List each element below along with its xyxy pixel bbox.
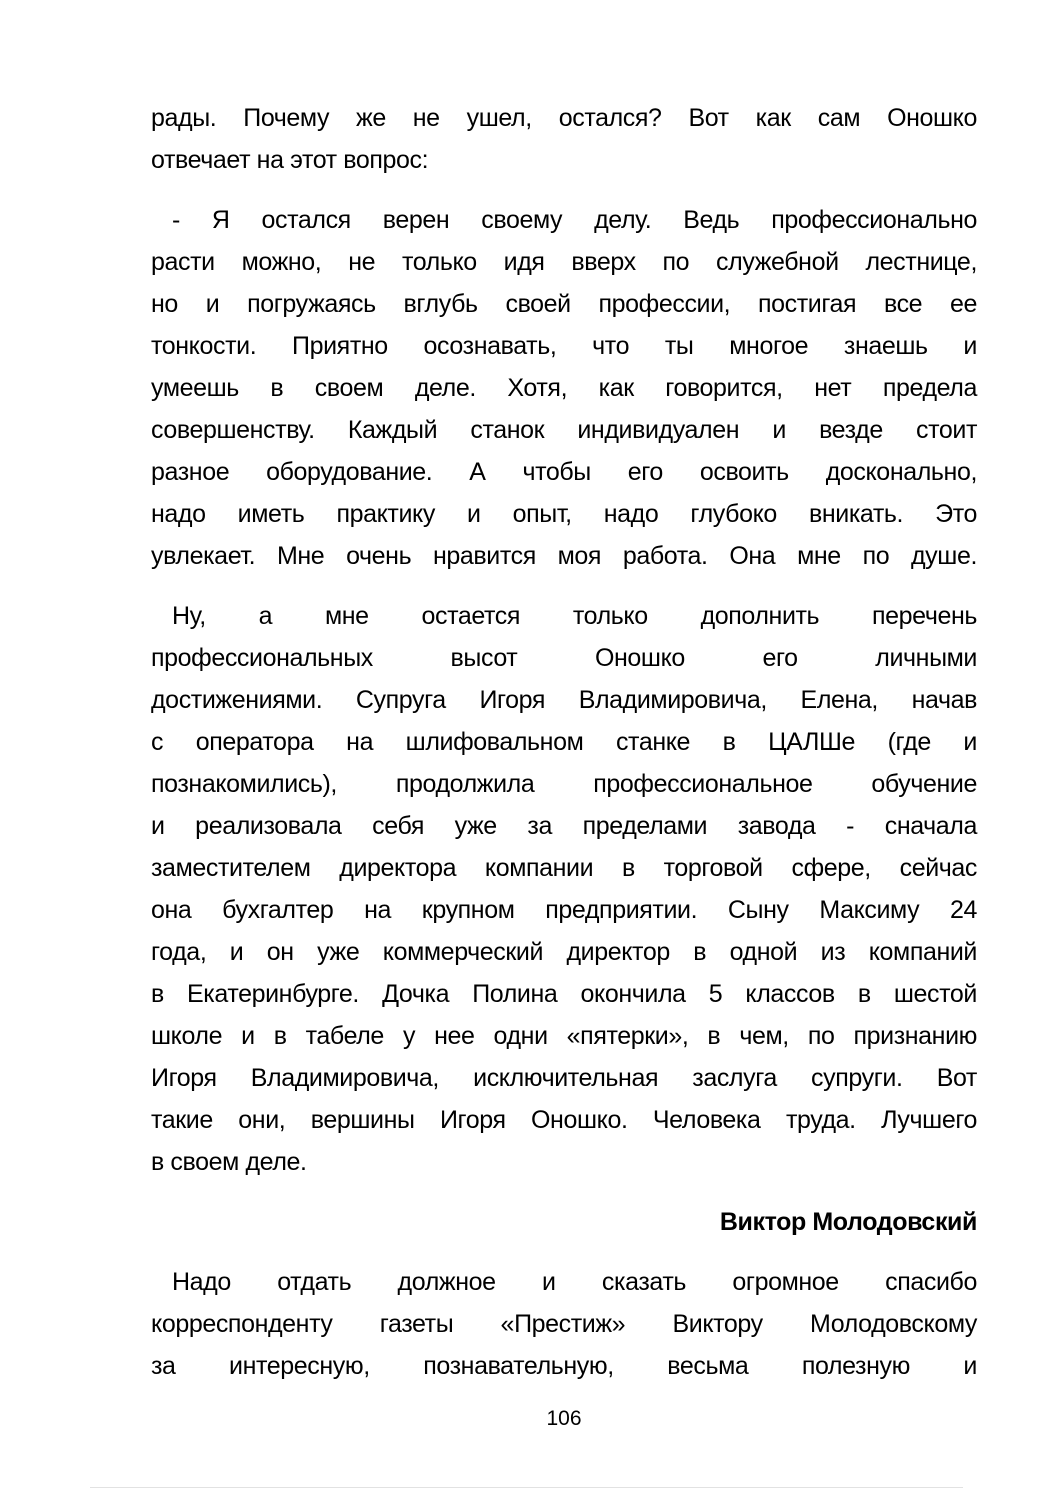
paragraph-closing — [151, 1261, 977, 1387]
author-name: Виктор Молодовский — [719, 1208, 977, 1236]
text-line: надо иметь практику и опыт, надо глубоко вникать. Это — [151, 500, 977, 528]
text-line: заместителем директора компании в торговой сфере, сейчас — [151, 854, 977, 882]
text-line: разное оборудование. А чтобы его освоить досконально, — [151, 458, 977, 486]
text-line: профессиональных высот Оношко его личными — [151, 644, 977, 672]
text-line: но и погружаясь вглубь своей профессии, постигая все ее — [151, 290, 977, 318]
text-line: умеешь в своем деле. Хотя, как говорится, нет предела — [151, 374, 977, 402]
text-line: - Я остался верен своему делу. Ведь профессионально — [172, 206, 977, 234]
paragraph-quote — [151, 199, 977, 577]
page-number: 106 — [546, 1407, 582, 1430]
text-line: познакомились), продолжила профессиональное обучение — [151, 770, 977, 798]
text-line: в Екатеринбурге. Дочка Полина окончила 5 классов в шестой — [151, 980, 977, 1008]
author-byline — [151, 1201, 977, 1243]
paragraph-continuation — [151, 97, 977, 181]
text-line: расти можно, не только идя вверх по служебной лестнице, — [151, 248, 977, 276]
text-line: с оператора на шлифовальном станке в ЦАЛШе (где и — [151, 728, 977, 756]
text-line: в своем деле. — [151, 1148, 307, 1176]
text-line: отвечает на этот вопрос: — [151, 146, 429, 174]
text-line: совершенству. Каждый станок индивидуален и везде стоит — [151, 416, 977, 444]
text-line: такие они, вершины Игоря Оношко. Человека труда. Лучшего — [151, 1106, 977, 1134]
text-line: корреспонденту газеты «Престиж» Виктору Молодовскому — [151, 1310, 977, 1338]
text-line: Игоря Владимировича, исключительная заслуга супруги. Вот — [151, 1064, 977, 1092]
text-line: года, и он уже коммерческий директор в одной из компаний — [151, 938, 977, 966]
text-line: увлекает. Мне очень нравится моя работа. Она мне по душе. — [151, 542, 977, 570]
text-line: достижениями. Супруга Игоря Владимировича, Елена, начав — [151, 686, 977, 714]
text-line: и реализовала себя уже за пределами завода - сначала — [151, 812, 977, 840]
text-line: Надо отдать должное и сказать огромное спасибо — [172, 1268, 977, 1296]
text-line: тонкости. Приятно осознавать, что ты многое знаешь и — [151, 332, 977, 360]
text-block — [151, 97, 977, 1433]
text-line: рады. Почему же не ушел, остался? Вот как сам Оношко — [151, 104, 977, 132]
text-line: она бухгалтер на крупном предприятии. Сыну Максиму 24 — [151, 896, 977, 924]
text-line: за интересную, познавательную, весьма полезную и — [151, 1352, 977, 1380]
paragraph-narrative — [151, 595, 977, 1183]
text-line: Ну, а мне остается только дополнить перечень — [172, 602, 977, 630]
text-line: школе и в табеле у нее одни «пятерки», в чем, по признанию — [151, 1022, 977, 1050]
